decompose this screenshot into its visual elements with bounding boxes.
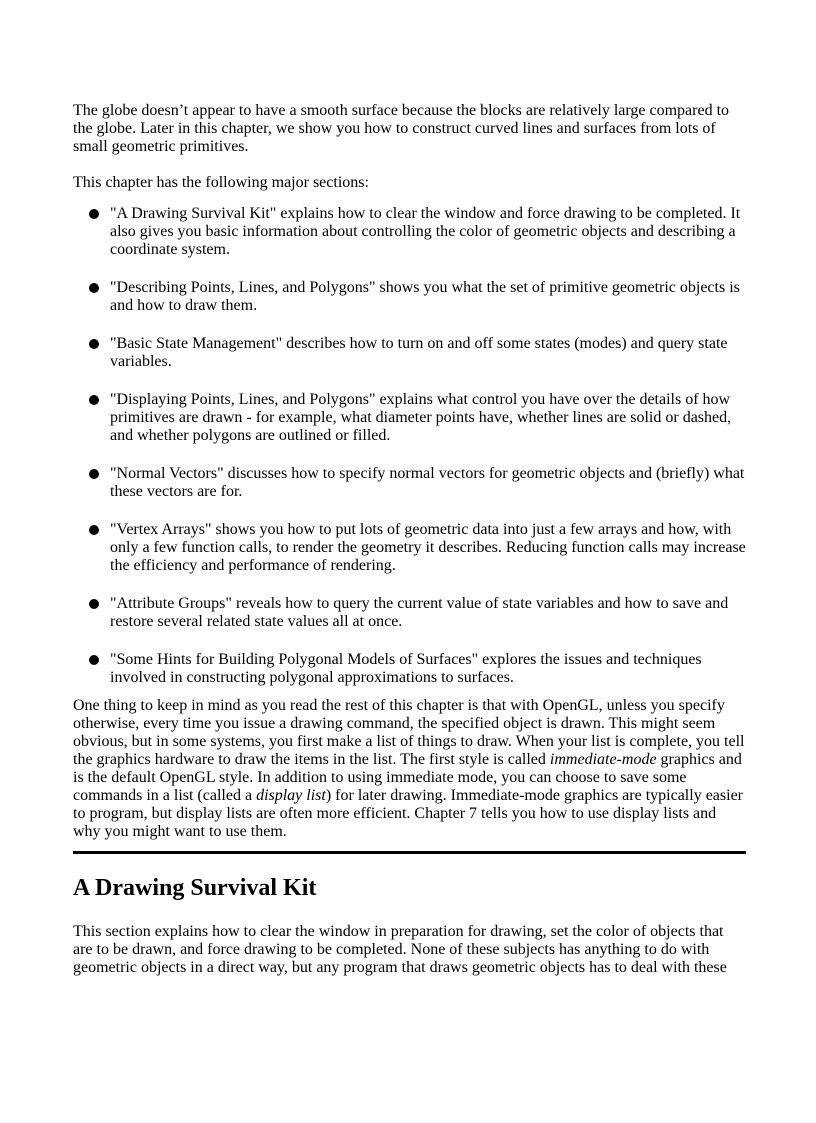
immediate-mode-term: immediate-mode <box>549 751 657 768</box>
list-item-text: "Normal Vectors" discusses how to specify normal vectors for geometric objects and (briefly) what these vectors are for. <box>110 465 745 500</box>
bullet-icon <box>89 469 99 479</box>
bullet-icon <box>89 525 99 535</box>
section-paragraph: This section explains how to clear the window in preparation for drawing, set the color of objects that are to be drawn, and force drawing to be completed. None of these subjects has anything to do with geometric objects in a direct way, but any program that draws geometric objects has to deal with these <box>73 923 727 976</box>
list-item-text: "Displaying Points, Lines, and Polygons" explains what control you have over the details of how primitives are drawn - for example, what diameter points have, whether lines are solid or dashed, and whether polygons are outlined or filled. <box>110 391 732 444</box>
display-list-term: display list <box>256 787 326 804</box>
bullet-icon <box>89 599 99 609</box>
opengl-text-2: graphics and is the default OpenGL style. In addition to using immediate mode, you can choose to save some commands in a list (called a <box>73 751 742 804</box>
list-item-text: "A Drawing Survival Kit" explains how to clear the window and force drawing to be completed. It also gives you basic information about controlling the color of geometric objects and describing a coordinate system. <box>110 205 741 258</box>
document-page <box>73 102 746 977</box>
list-item-text: "Describing Points, Lines, and Polygons" shows you what the set of primitive geometric objects is and how to draw them. <box>110 279 740 314</box>
list-item <box>73 205 746 259</box>
list-item-text: "Vertex Arrays" shows you how to put lots of geometric data into just a few arrays and how, with only a few function calls, to render the geometry it describes. Reducing function calls may increase the efficiency and performance of rendering. <box>110 521 746 574</box>
intro-paragraph: The globe doesn’t appear to have a smooth surface because the blocks are relatively large compared to the globe. Later in this chapter, we show you how to construct curved lines and surfaces from lots of small geometric primitives. <box>73 102 730 155</box>
opengl-text-3: ) for later drawing. Immediate-mode graphics are typically easier to program, but display lists are often more efficient. Chapter 7 tells you how to use display lists and why you might want to use them. <box>73 787 743 840</box>
bullet-icon <box>89 395 99 405</box>
section-heading: A Drawing Survival Kit <box>73 875 317 901</box>
list-item <box>73 595 746 631</box>
list-item <box>73 465 746 501</box>
list-item-text: "Attribute Groups" reveals how to query the current value of state variables and how to save and restore several related state values all at once. <box>110 595 729 630</box>
bullet-icon <box>89 283 99 293</box>
list-item <box>73 335 746 371</box>
section-divider <box>73 851 746 854</box>
list-item <box>73 279 746 315</box>
bullet-icon <box>89 209 99 219</box>
list-item <box>73 651 746 687</box>
bullet-icon <box>89 655 99 665</box>
list-item-text: "Some Hints for Building Polygonal Models of Surfaces" explores the issues and techniques involved in constructing polygonal approximations to surfaces. <box>110 651 702 686</box>
list-item-text: "Basic State Management" describes how to turn on and off some states (modes) and query state variables. <box>110 335 728 370</box>
bullet-icon <box>89 339 99 349</box>
opengl-text-1: One thing to keep in mind as you read the rest of this chapter is that with OpenGL, unless you specify otherwise, every time you issue a drawing command, the specified object is drawn. This might seem obvious, but in some systems, you first make a list of things to draw. When your list is complete, you tell the graphics hardware to draw the items in the list. The first style is called <box>73 697 745 768</box>
list-item <box>73 391 746 445</box>
sections-list <box>73 205 746 687</box>
opengl-paragraph <box>73 697 746 841</box>
sections-intro: This chapter has the following major sections: <box>73 174 369 191</box>
list-item <box>73 521 746 575</box>
